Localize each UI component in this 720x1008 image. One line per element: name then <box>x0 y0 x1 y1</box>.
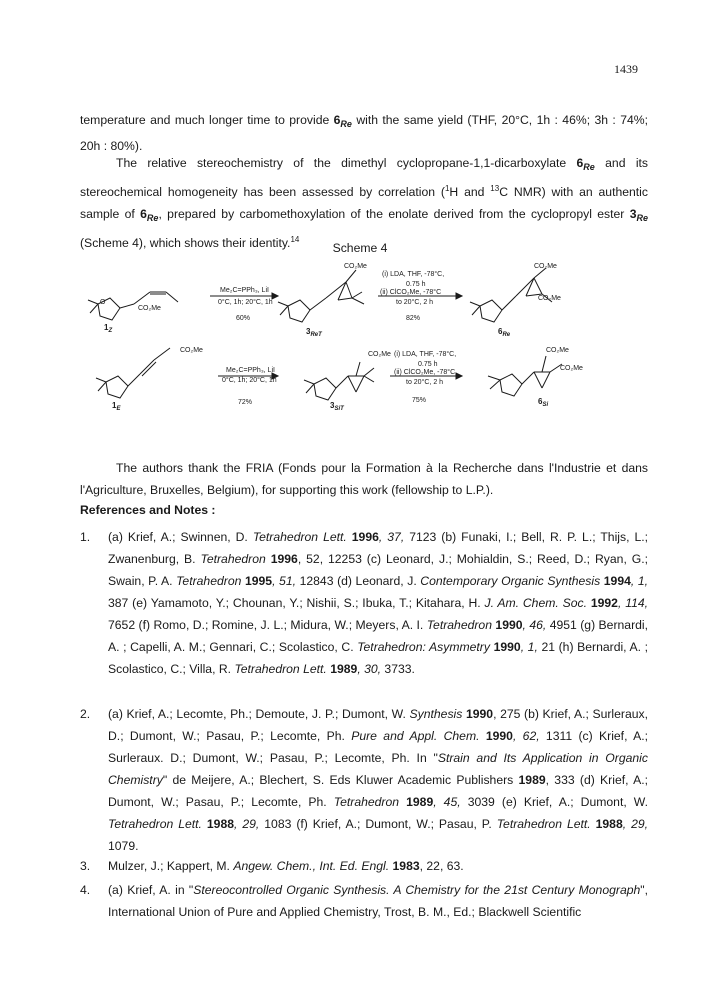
reference-number: 2. <box>80 707 91 721</box>
compound-3ret-structure <box>278 270 364 322</box>
row2-arrow2-l4: to 20°C, 2 h <box>406 379 444 386</box>
row2-yield2: 75% <box>412 397 427 404</box>
row1-arrow1-bottom: 0°C, 1h; 20°C, 1h <box>218 299 273 306</box>
row2-arrow2-l1: (i) LDA, THF, -78°C, <box>394 351 457 358</box>
co2me-6re-a: CO₂Me <box>534 263 557 270</box>
label-6re: $6_{Re}$ <box>498 327 511 338</box>
reference-2: 2. (a) Krief, A.; Lecomte, Ph.; Demoute, J. P.; Dumont, W. Synthesis 1990, 275 (b) Krief, A.; Surleraux, D.; Dumont, W.; Pasau, P.; Lecomte, Ph. Pure and Appl. Chem. 1990, 62, 1311 (c) Krief, A.; Surleraux. D.; Dumont, W.; Pasau, P.; Lecomte, Ph. In "Strain and Its Application in Organic Chemistry" de Meijere, A.; Blechert, S. Eds Kluwer Academic Publishers 1989, 333 (d) Krief, A.; Dumont, W.; Pasau, P.; Lecomte, Ph. Tetrahedron 1989, 45, 3039 (e) Krief, A.; Dumont, W. Tetrahedron Lett. 1988, 29, 1083 (f) Krief, A.; Dumont, W.; Pasau, P. Tetrahedron Lett. 1988, 29, 1079. <box>80 703 648 857</box>
compound-3sit-structure <box>304 362 374 400</box>
label-3ret: $3_{ReT}$ <box>306 327 322 338</box>
acknowledgement: The authors thank the FRIA (Fonds pour la Formation à la Recherche dans l'Industrie et dans l'Agriculture, Bruxelles, Belgium), for supporting this work (fellowship to L.P.). <box>80 461 648 497</box>
reference-1: 1. (a) Krief, A.; Swinnen, D. Tetrahedron Lett. 1996, 37, 7123 (b) Funaki, I.; Bell, R. P. L.; Thijs, L.; Zwanenburg, B. Tetrahedron 1996, 52, 12253 (c) Leonard, J.; Mohialdin, S.; Reed, D.; Ryan, G.; Swain, P. A. Tetrahedron 1995, 51, 12843 (d) Leonard, J. Contemporary Organic Synthesis 1994, 1, 387 (e) Yamamoto, Y.; Chounan, Y.; Nishii, S.; Ibuka, T.; Kitahara, H. J. Am. Chem. Soc. 1992, 114, 7652 (f) Romo, D.; Romine, J. L.; Midura, W.; Meyers, A. I. Tetrahedron 1990, 46, 4951 (g) Bernardi, A. ; Capelli, A. M.; Gennari, C.; Scolastico, C. Tetrahedron: Asymmetry 1990, 1, 21 (h) Bernardi, A. ; Scolastico, C.; Villa, R. Tetrahedron Lett. 1989, 30, 3733. <box>80 526 648 680</box>
row1-yield1: 60% <box>236 315 251 322</box>
row2-arrow1-top: Me₂C=PPh₃, LiI <box>226 367 275 374</box>
paragraph-continuation: temperature and much longer time to provide $6_{Re}$ with the same yield (THF, 20°C, 1h : 46%; 3h : 74%; 20h : 80%). <box>80 113 648 153</box>
row2-arrow2-l2: 0.75 h <box>418 361 438 368</box>
label-6si: $6_{Si}$ <box>538 397 549 408</box>
references-heading: References and Notes : <box>80 503 216 517</box>
label-1z: $1_Z$ <box>104 323 113 334</box>
row2-arrow2-l3: (ii) ClCO₂Me, -78°C <box>394 369 456 376</box>
reference-4: 4. (a) Krief, A. in "Stereocontrolled Organic Synthesis. A Chemistry for the 21st Century Monograph", International Union of Pure and Applied Chemistry, Trost, B. M., Ed.; Blackwell Scientific <box>80 879 648 923</box>
co2me-3sit: CO₂Me <box>368 351 391 358</box>
compound-6si-structure <box>488 356 562 396</box>
label-3sit: $3_{SiT}$ <box>330 401 344 412</box>
paragraph-stereochemistry: The relative stereochemistry of the dimethyl cyclopropane-1,1-dicarboxylate $6_{Re}$ and its stereochemical homogeneity has been assessed by correlation ($^1$H and $^{13}$C NMR) with an authentic sample of $6_{Re}$, prepared by carbomethoxylation of the enolate derived from the cyclopropyl ester $3_{Re}$ (Scheme 4), which shows their identity.$^{14}$ <box>80 156 649 250</box>
scheme-title: Scheme 4 <box>332 241 388 255</box>
label-1e: $1_E$ <box>112 401 121 412</box>
co2me-1e: CO₂Me <box>180 347 203 354</box>
co2me-6re-b: CO₂Me <box>538 295 561 302</box>
row1-arrow1-top: Me₂C=PPh₃, LiI <box>220 287 269 294</box>
row1-arrow2-l3: (ii) ClCO₂Me, -78°C <box>380 289 442 296</box>
row2-yield1: 72% <box>238 399 253 406</box>
co2me-6si-a: CO₂Me <box>546 347 569 354</box>
row2-arrow1-bottom: 0°C, 1h; 20°C, 1h <box>222 377 277 384</box>
reference-number: 4. <box>80 883 91 897</box>
o-label: O <box>100 299 106 306</box>
row1-yield2: 82% <box>406 315 421 322</box>
compound-1z-structure <box>88 292 178 320</box>
row1-arrow2-l2: 0.75 h <box>406 281 426 288</box>
reference-3: 3. Mulzer, J.; Kappert, M. Angew. Chem., Int. Ed. Engl. 1983, 22, 63. <box>80 855 648 877</box>
co2me-6si-b: CO₂Me <box>560 365 583 372</box>
reaction-scheme <box>80 258 640 412</box>
reference-number: 1. <box>80 530 91 544</box>
page-number: 1439 <box>614 62 638 76</box>
compound-1e-structure <box>96 348 170 398</box>
co2me-3ret: CO₂Me <box>344 263 367 270</box>
row1-arrow2-l1: (i) LDA, THF, -78°C, <box>382 271 445 278</box>
row1-arrow2-l4: to 20°C, 2 h <box>396 299 434 306</box>
co2me-1z: CO₂Me <box>138 305 161 312</box>
reference-number: 3. <box>80 859 91 873</box>
